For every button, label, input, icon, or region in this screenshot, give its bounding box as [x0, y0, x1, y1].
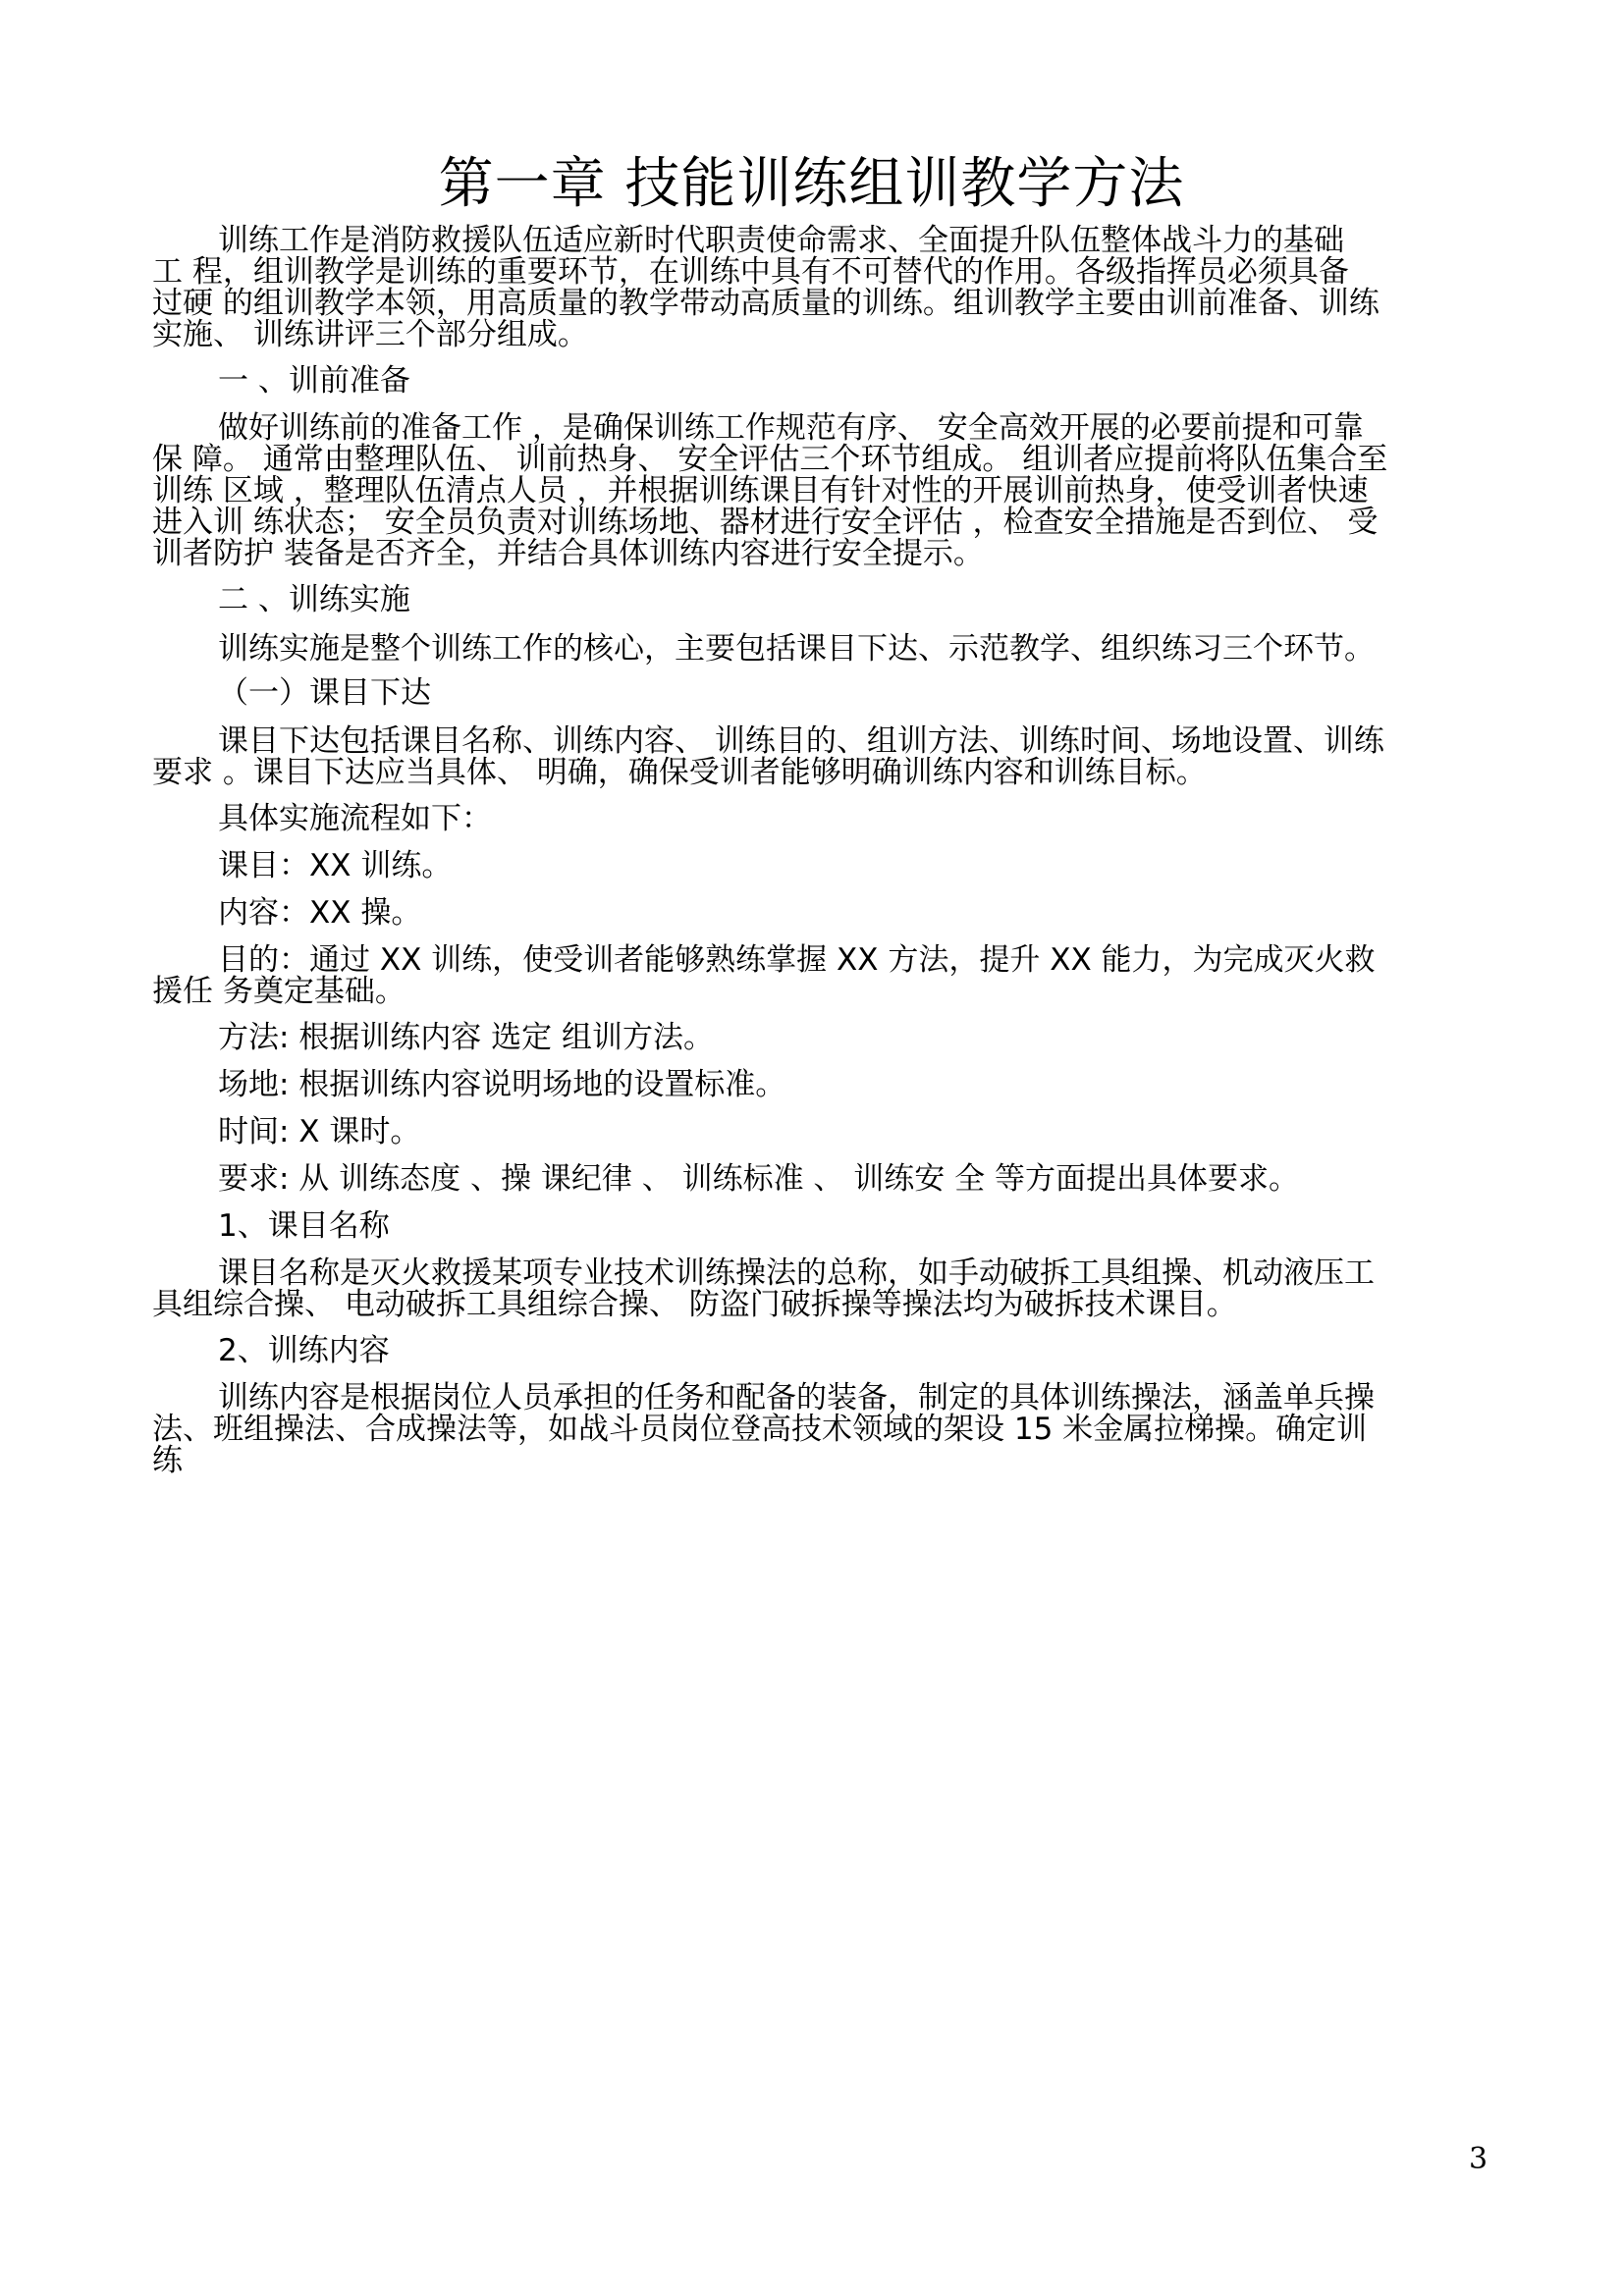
course-issue-line-1: 课目下达包括课目名称、训练内容、 训练目的、组训方法、训练时间、场地设置、训练 [218, 723, 1384, 759]
flow-purpose-line-2: 援任 务奠定基础。 [152, 974, 406, 1009]
section-heading-implementation: 二 、训练实施 [218, 582, 410, 617]
prep-line-3: 训练 区域 ，整理队伍清点人员 ，并根据训练课目有针对性的开展训前热身，使受训者快速 [152, 473, 1369, 508]
intro-line-2: 工 程，组训教学是训练的重要环节，在训练中具有不可替代的作用。各级指挥员必须具备 [152, 254, 1349, 290]
training-content-line-1: 训练内容是根据岗位人员承担的任务和配备的装备，制定的具体训练操法，涵盖单兵操 [218, 1380, 1375, 1415]
flow-requirement: 要求: 从 训练态度 、操 课纪律 、 训练标准 、 训练安 全 等方面提出具体要求。 [218, 1161, 1299, 1197]
prep-line-2: 保 障。 通常由整理队伍、 训前热身、 安全评估三个环节组成。 组训者应提前将队伍集合至 [152, 442, 1388, 477]
intro-line-1: 训练工作是消防救援队伍适应新时代职责使命需求、全面提升队伍整体战斗力的基础 [218, 223, 1344, 258]
training-content-line-2: 法、班组操法、合成操法等，如战斗员岗位登高技术领域的架设 15 米金属拉梯操。确定训 [152, 1412, 1368, 1447]
intro-line-4: 实施、 训练讲评三个部分组成。 [152, 317, 588, 352]
prep-line-1: 做好训练前的准备工作 ，是确保训练工作规范有序、 安全高效开展的必要前提和可靠 [218, 410, 1364, 446]
section-heading-prep: 一 、训前准备 [218, 363, 410, 399]
flow-subject: 课目：XX 训练。 [218, 848, 453, 883]
item-heading-training-content: 2、训练内容 [218, 1333, 390, 1368]
flow-method: 方法: 根据训练内容 选定 组训方法。 [218, 1020, 715, 1055]
flow-time: 时间: X 课时。 [218, 1114, 421, 1149]
implementation-paragraph: 训练实施是整个训练工作的核心，主要包括课目下达、示范教学、组织练习三个环节。 [218, 631, 1375, 667]
chapter-title: 第一章 技能训练组训教学方法 [438, 152, 1185, 216]
page-number: 3 [1469, 2142, 1488, 2176]
item-heading-course-name: 1、课目名称 [218, 1208, 390, 1244]
course-name-line-1: 课目名称是灭火救援某项专业技术训练操法的总称，如手动破拆工具组操、机动液压工 [218, 1255, 1375, 1291]
course-name-line-2: 具组综合操、 电动破拆工具组综合操、 防盗门破拆操等操法均为破拆技术课目。 [152, 1287, 1237, 1322]
prep-line-4: 进入训 练状态； 安全员负责对训练场地、器材进行安全评估 ，检查安全措施是否到位、 受 [152, 505, 1379, 540]
flow-content: 内容：XX 操。 [218, 895, 422, 931]
course-issue-line-2: 要求 。课目下达应当具体、 明确，确保受训者能够明确训练内容和训练目标。 [152, 755, 1207, 790]
subheading-course-issue: （一）课目下达 [218, 675, 431, 711]
training-content-line-3: 练 [152, 1443, 183, 1478]
flow-intro: 具体实施流程如下： [218, 801, 492, 836]
flow-purpose-line-1: 目的：通过 XX 训练，使受训者能够熟练掌握 XX 方法，提升 XX 能力，为完成灭火救 [218, 942, 1376, 978]
flow-site: 场地: 根据训练内容说明场地的设置标准。 [218, 1067, 786, 1102]
prep-line-5: 训者防护 装备是否齐全，并结合具体训练内容进行安全提示。 [152, 536, 984, 571]
intro-line-3: 过硬 的组训教学本领，用高质量的教学带动高质量的训练。组训教学主要由训前准备、训练 [152, 286, 1380, 321]
